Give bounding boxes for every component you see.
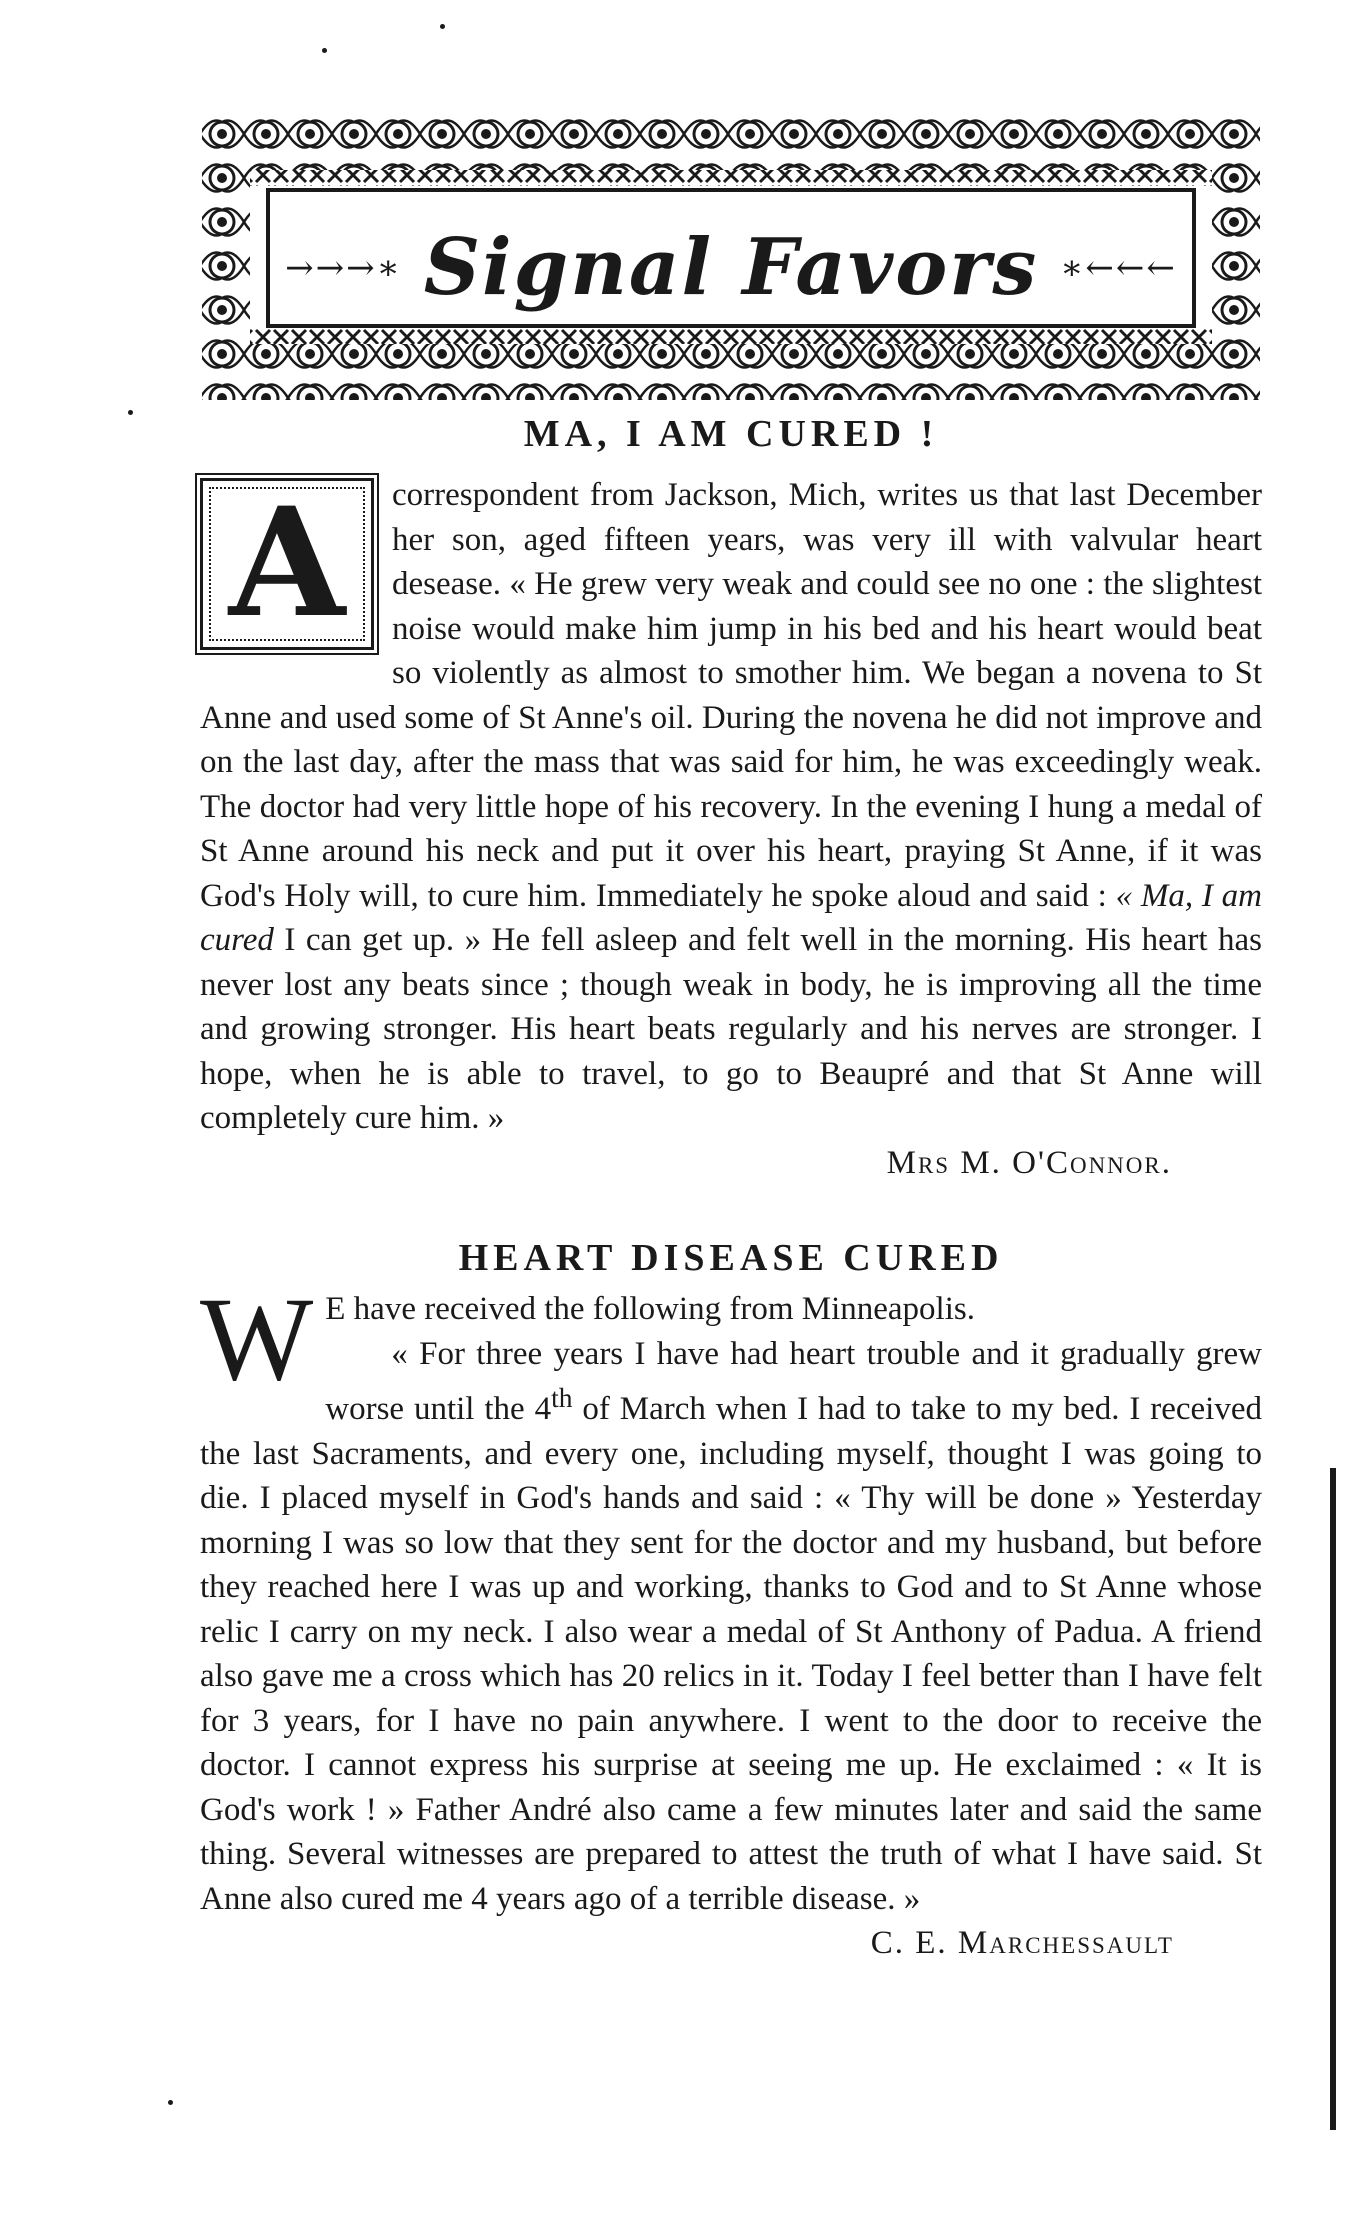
- dropcap-w: W: [200, 1272, 314, 1405]
- story-2-text: « For three years I have had heart trouble and it gradually grew worse until the 4: [325, 1335, 1262, 1427]
- story-2-signature: C. E. Marchessault: [870, 1925, 1174, 1961]
- ornamental-header: [200, 112, 1262, 402]
- story-1-text-continued: I can get up. » He fell asleep and felt well in the morning. His heart has never lost any beats since ; though weak in body, he is improving all the time and growing stronger. His heart beats regularly and his nerves are stronger. I hope, when he is able to travel, to go to Beaupré and that St Anne will completely cure him. »: [200, 922, 1263, 1136]
- right-flourish: ∗←←←: [1060, 247, 1177, 288]
- scan-speck: [440, 24, 445, 29]
- story-1-signature: Mrs M. O'Connor.: [886, 1144, 1172, 1181]
- illuminated-dropcap: [200, 475, 374, 651]
- scan-speck: [322, 48, 327, 53]
- story-2-body: [200, 1272, 1262, 1966]
- story-2-text-continued: of March when I had to take to my bed. I received the last Sacraments, and every one, including myself, thought I was going to die. I placed myself in God's hands and said : « Thy will be done » Yesterday morning I was so low that they sent for the doctor and my husband, but before they reached here I was up and working, thanks to God and to St Anne whose relic I carry on my neck. I also wear a medal of St Anthony of Padua. A friend also gave me a cross which has 20 relics in it. Today I feel better than I have felt for 3 years, for I have no pain anywhere. I went to the door to receive the doctor. I cannot express his surprise at seeing me up. He exclaimed : « It is God's work ! » Father André also came a few minutes later and said the same thing. Several witnesses are prepared to attest the truth of what I have said. St Anne also cured me 4 years ago of a terrible disease. »: [200, 1391, 1262, 1917]
- ordinal-suffix: th: [551, 1382, 573, 1413]
- story-1-headline: MA, I AM CURED !: [523, 413, 939, 455]
- scan-speck: [168, 2100, 173, 2105]
- story-1-body: [200, 473, 1262, 1185]
- story-1-quote: « Ma, I am cured: [200, 877, 1262, 958]
- left-flourish: →→→∗: [285, 247, 402, 288]
- section-title-text: Signal Favors: [423, 222, 1039, 313]
- section-title: [200, 216, 1262, 313]
- story-2-intro: E have received the following from Minneapolis.: [325, 1291, 975, 1327]
- margin-scan-line: [1330, 1468, 1336, 2130]
- dropcap-letter: A: [228, 475, 346, 651]
- scan-speck: [128, 410, 133, 415]
- story-1-text: correspondent from Jackson, Mich, writes us that last December her son, aged fifteen years, was very ill with valvular heart desease. « He grew very weak and could see no one : the slightest noise would make him jump in his bed and his heart would beat so violently as almost to smother him. We began a novena to St Anne and used some of St Anne's oil. During the novena he did not improve and on the last day, after the mass that was said for him, he was exceedingly weak. The doctor had very little hope of his recovery. In the evening I hung a medal of St Anne around his neck and put it over his heart, praying St Anne, if it was God's Holy will, to cure him. Immediately he spoke aloud and said :: [200, 477, 1262, 914]
- story-2-headline: HEART DISEASE CURED: [458, 1237, 1004, 1279]
